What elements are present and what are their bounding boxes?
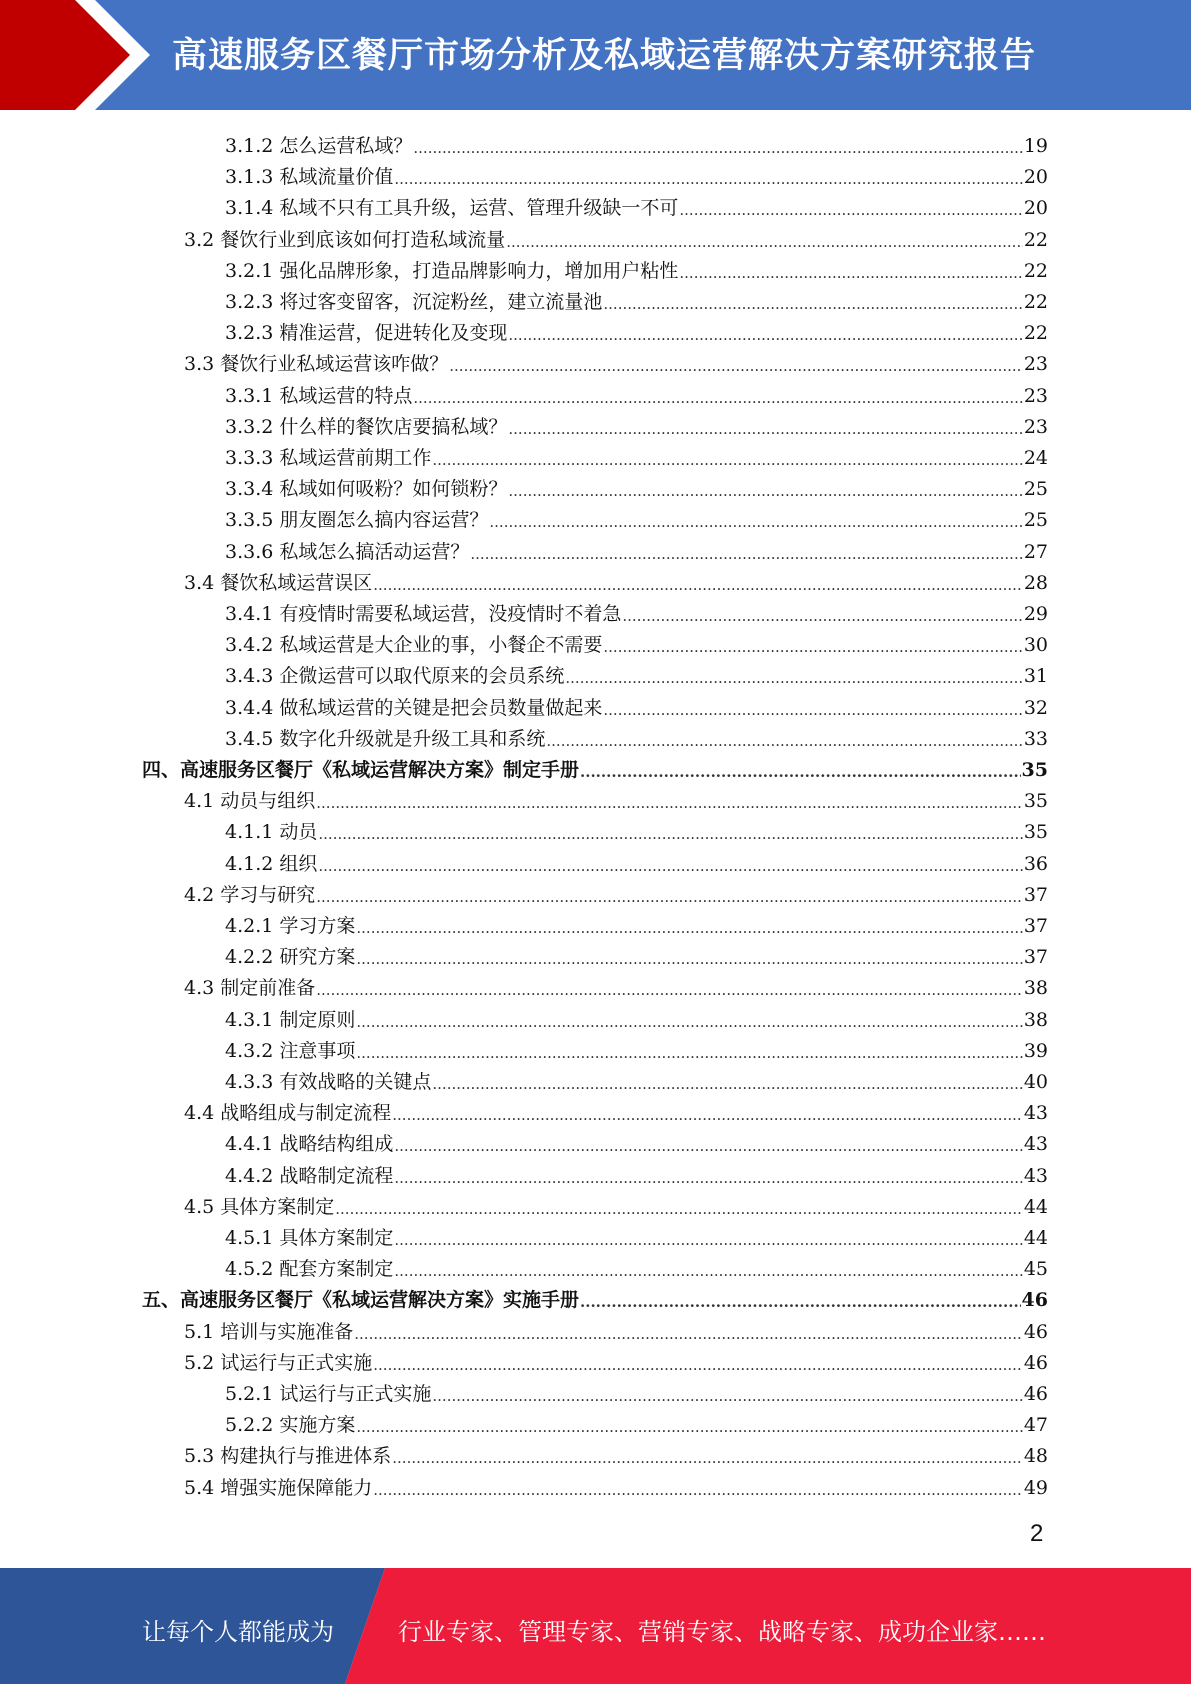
toc-entry-page: 23 xyxy=(1023,415,1048,438)
footer-slogan-left: 让每个人都能成为 xyxy=(142,1618,334,1646)
toc-entry-page: 38 xyxy=(1023,977,1048,1000)
toc-entry-label: 5.4 增强实施保障能力 xyxy=(184,1476,373,1499)
toc-dot-leader xyxy=(546,731,1022,751)
toc-entry[interactable] xyxy=(184,1188,1048,1219)
toc-entry-label: 3.3.4 私域如何吸粉？如何锁粉？ xyxy=(225,478,508,501)
toc-entry-page: 37 xyxy=(1023,946,1048,969)
toc-entry-label: 4.1.2 组织 xyxy=(225,852,318,875)
toc-entry-page: 35 xyxy=(1021,759,1048,781)
toc-dot-leader xyxy=(565,668,1022,688)
toc-entry-page: 38 xyxy=(1023,1008,1048,1031)
toc-entry-page: 22 xyxy=(1023,291,1048,313)
toc-entry-page: 20 xyxy=(1023,166,1048,189)
toc-entry[interactable] xyxy=(184,876,1048,907)
toc-entry-label: 5.3 构建执行与推进体系 xyxy=(184,1445,392,1468)
toc-dot-leader xyxy=(356,1043,1022,1063)
toc-entry-page: 32 xyxy=(1023,696,1048,719)
toc-entry-label: 3.4.5 数字化升级就是升级工具和系统 xyxy=(225,727,546,750)
toc-entry[interactable] xyxy=(225,720,1048,751)
toc-entry-label: 3.3.2 什么样的餐饮店要搞私域？ xyxy=(225,415,508,438)
toc-entry[interactable] xyxy=(225,845,1048,876)
toc-entry[interactable] xyxy=(225,1063,1048,1094)
toc-dot-leader xyxy=(506,232,1023,252)
toc-entry[interactable] xyxy=(225,1001,1048,1032)
toc-entry-page: 46 xyxy=(1023,1351,1048,1374)
toc-entry[interactable] xyxy=(225,595,1048,626)
toc-entry[interactable] xyxy=(184,221,1048,252)
toc-entry-label: 3.4 餐饮私域运营误区 xyxy=(184,571,373,594)
toc-entry-page: 31 xyxy=(1023,665,1048,688)
toc-dot-leader xyxy=(392,1448,1023,1468)
toc-entry-page: 46 xyxy=(1023,1320,1048,1343)
toc-entry-label: 四、高速服务区餐厅《私域运营解决方案》制定手册 xyxy=(142,759,580,781)
toc-entry[interactable] xyxy=(184,564,1048,595)
toc-dot-leader xyxy=(335,1199,1023,1219)
toc-dot-leader xyxy=(394,1230,1022,1250)
toc-dot-leader xyxy=(316,887,1023,907)
toc-entry-label: 3.4.2 私域运营是大企业的事，小餐企不需要 xyxy=(225,634,603,657)
toc-entry[interactable] xyxy=(184,969,1048,1000)
toc-dot-leader xyxy=(373,575,1023,595)
toc-entry-page: 28 xyxy=(1023,571,1048,594)
toc-dot-leader xyxy=(318,824,1022,844)
toc-dot-leader xyxy=(356,918,1022,938)
toc-entry-page: 49 xyxy=(1023,1476,1048,1499)
toc-entry-page: 44 xyxy=(1023,1195,1048,1218)
toc-entry[interactable] xyxy=(225,252,1048,283)
toc-dot-leader xyxy=(580,1292,1021,1312)
toc-entry-page: 23 xyxy=(1023,384,1048,407)
toc-entry[interactable] xyxy=(225,470,1048,501)
toc-dot-leader xyxy=(356,949,1022,969)
footer-slogan-right: 行业专家、管理专家、营销专家、战略专家、成功企业家…… xyxy=(398,1618,1046,1646)
toc-entry-page: 29 xyxy=(1023,603,1048,625)
toc-entry-label: 五、高速服务区餐厅《私域运营解决方案》实施手册 xyxy=(142,1289,580,1312)
toc-entry-page: 35 xyxy=(1023,821,1048,844)
toc-dot-leader xyxy=(603,637,1022,657)
toc-entry[interactable] xyxy=(225,408,1048,439)
toc-entry[interactable] xyxy=(225,938,1048,969)
toc-entry-label: 4.2.2 研究方案 xyxy=(225,946,356,969)
toc-entry-page: 36 xyxy=(1023,852,1048,875)
toc-entry-page: 25 xyxy=(1023,478,1048,501)
toc-entry[interactable] xyxy=(225,813,1048,844)
toc-entry-label: 3.1.3 私域流量价值 xyxy=(225,166,394,189)
toc-entry[interactable] xyxy=(142,751,1048,782)
toc-dot-leader xyxy=(489,512,1022,532)
toc-dot-leader xyxy=(470,544,1022,564)
toc-dot-leader xyxy=(354,1324,1023,1344)
toc-entry-label: 4.1.1 动员 xyxy=(225,821,318,844)
toc-entry-page: 45 xyxy=(1023,1258,1048,1281)
page-footer xyxy=(0,1568,1191,1684)
toc-entry-label: 4.5.2 配套方案制定 xyxy=(225,1258,394,1281)
toc-dot-leader xyxy=(603,294,1022,314)
toc-entry-label: 3.1.4 私域不只有工具升级，运营、管理升级缺一不可 xyxy=(225,197,679,220)
toc-dot-leader xyxy=(508,481,1022,501)
toc-entry-label: 4.2.1 学习方案 xyxy=(225,915,356,937)
toc-entry[interactable] xyxy=(225,657,1048,688)
toc-entry-page: 39 xyxy=(1023,1039,1048,1062)
toc-entry-label: 3.4.3 企微运营可以取代原来的会员系统 xyxy=(225,665,565,688)
toc-dot-leader xyxy=(679,263,1022,283)
toc-dot-leader xyxy=(413,388,1022,408)
toc-dot-leader xyxy=(580,762,1021,782)
toc-dot-leader xyxy=(413,138,1022,158)
toc-entry[interactable] xyxy=(225,439,1048,470)
toc-dot-leader xyxy=(432,1074,1022,1094)
toc-entry-label: 3.2.3 将过客变留客，沉淀粉丝，建立流量池 xyxy=(225,291,603,313)
toc-entry[interactable] xyxy=(225,1157,1048,1188)
toc-entry[interactable] xyxy=(184,1344,1048,1375)
toc-entry-label: 5.1 培训与实施准备 xyxy=(184,1320,354,1343)
toc-entry-label: 3.1.2 怎么运营私域？ xyxy=(225,135,413,157)
toc-dot-leader xyxy=(373,1480,1023,1500)
toc-dot-leader xyxy=(622,606,1022,626)
toc-entry[interactable] xyxy=(184,1437,1048,1468)
toc-entry[interactable] xyxy=(184,782,1048,813)
toc-entry-label: 5.2 试运行与正式实施 xyxy=(184,1351,373,1374)
toc-entry-label: 4.3.1 制定原则 xyxy=(225,1008,356,1031)
toc-entry-label: 4.5.1 具体方案制定 xyxy=(225,1227,394,1249)
toc-entry-page: 47 xyxy=(1023,1414,1048,1437)
toc-entry-label: 5.2.1 试运行与正式实施 xyxy=(225,1383,432,1405)
toc-entry-label: 3.3.3 私域运营前期工作 xyxy=(225,447,432,469)
toc-entry-page: 43 xyxy=(1023,1164,1048,1187)
toc-dot-leader xyxy=(356,1012,1022,1032)
toc-entry[interactable] xyxy=(225,907,1048,938)
toc-dot-leader xyxy=(316,980,1023,1000)
toc-dot-leader xyxy=(449,356,1023,376)
toc-entry-page: 37 xyxy=(1023,915,1048,937)
toc-entry[interactable] xyxy=(225,1375,1048,1406)
toc-entry[interactable] xyxy=(225,314,1048,345)
toc-entry-label: 3.3.5 朋友圈怎么搞内容运营？ xyxy=(225,509,489,532)
toc-entry-page: 43 xyxy=(1023,1102,1048,1125)
toc-entry-page: 23 xyxy=(1023,353,1048,376)
toc-entry-label: 5.2.2 实施方案 xyxy=(225,1414,356,1437)
toc-entry-label: 4.1 动员与组织 xyxy=(184,790,316,813)
toc-entry[interactable] xyxy=(184,1313,1048,1344)
toc-entry[interactable] xyxy=(225,501,1048,532)
toc-entry[interactable] xyxy=(184,1469,1048,1500)
toc-entry[interactable] xyxy=(225,283,1048,314)
toc-entry-page: 35 xyxy=(1023,790,1048,813)
toc-entry-page: 19 xyxy=(1023,135,1048,157)
toc-entry-label: 4.3 制定前准备 xyxy=(184,977,316,1000)
toc-entry[interactable] xyxy=(225,1219,1048,1250)
toc-entry[interactable] xyxy=(225,377,1048,408)
toc-dot-leader xyxy=(679,200,1022,220)
toc-entry-page: 22 xyxy=(1023,322,1048,345)
toc-entry-page: 43 xyxy=(1023,1133,1048,1156)
toc-entry[interactable] xyxy=(225,1032,1048,1063)
page-number: 2 xyxy=(1030,1520,1044,1547)
toc-dot-leader xyxy=(432,1386,1022,1406)
toc-entry-page: 46 xyxy=(1021,1289,1048,1312)
toc-dot-leader xyxy=(373,1355,1023,1375)
toc-entry-page: 48 xyxy=(1023,1445,1048,1468)
toc-entry-page: 30 xyxy=(1023,634,1048,657)
toc-entry[interactable] xyxy=(225,1125,1048,1156)
toc-entry-label: 4.4.1 战略结构组成 xyxy=(225,1133,394,1156)
toc-entry[interactable] xyxy=(225,1250,1048,1281)
toc-dot-leader xyxy=(603,700,1022,720)
toc-entry[interactable] xyxy=(225,189,1048,220)
toc-entry-page: 20 xyxy=(1023,197,1048,220)
toc-entry-label: 3.3.6 私域怎么搞活动运营？ xyxy=(225,540,470,563)
toc-entry-page: 40 xyxy=(1023,1071,1048,1093)
toc-entry-page: 27 xyxy=(1023,540,1048,563)
toc-dot-leader xyxy=(356,1417,1022,1437)
toc-entry-page: 46 xyxy=(1023,1383,1048,1405)
toc-entry-label: 4.4.2 战略制定流程 xyxy=(225,1164,394,1187)
toc-entry-label: 3.3 餐饮行业私域运营该咋做？ xyxy=(184,353,449,376)
toc-entry[interactable] xyxy=(225,533,1048,564)
toc-entry-page: 37 xyxy=(1023,883,1048,906)
page-header xyxy=(0,0,1191,110)
toc-entry[interactable] xyxy=(225,689,1048,720)
toc-entry[interactable] xyxy=(225,127,1048,158)
toc-entry-label: 4.2 学习与研究 xyxy=(184,883,316,906)
toc-entry-label: 3.2.1 强化品牌形象，打造品牌影响力，增加用户粘性 xyxy=(225,259,679,282)
toc-dot-leader xyxy=(508,325,1022,345)
toc-dot-leader xyxy=(432,450,1022,470)
toc-dot-leader xyxy=(394,169,1022,189)
toc-entry-label: 4.3.2 注意事项 xyxy=(225,1039,356,1062)
toc-entry-label: 3.2 餐饮行业到底该如何打造私域流量 xyxy=(184,228,506,251)
toc-entry[interactable] xyxy=(184,345,1048,376)
toc-entry[interactable] xyxy=(142,1281,1048,1312)
toc-dot-leader xyxy=(394,1261,1022,1281)
toc-entry-label: 3.2.3 精准运营，促进转化及变现 xyxy=(225,322,508,345)
toc-entry-page: 25 xyxy=(1023,509,1048,532)
toc-entry-page: 22 xyxy=(1023,259,1048,282)
toc-dot-leader xyxy=(318,856,1022,876)
toc-entry[interactable] xyxy=(225,626,1048,657)
toc-entry-label: 4.3.3 有效战略的关键点 xyxy=(225,1071,432,1093)
toc-entry-label: 4.4 战略组成与制定流程 xyxy=(184,1102,392,1125)
toc-entry-page: 33 xyxy=(1023,727,1048,750)
toc-entry-page: 22 xyxy=(1023,228,1048,251)
toc-entry[interactable] xyxy=(225,158,1048,189)
toc-dot-leader xyxy=(392,1105,1023,1125)
toc-entry-page: 44 xyxy=(1023,1227,1048,1249)
toc-dot-leader xyxy=(394,1136,1022,1156)
toc-entry-label: 3.3.1 私域运营的特点 xyxy=(225,384,413,407)
toc-entry[interactable] xyxy=(184,1094,1048,1125)
toc-entry-label: 3.4.4 做私域运营的关键是把会员数量做起来 xyxy=(225,696,603,719)
toc-entry-label: 3.4.1 有疫情时需要私域运营，没疫情时不着急 xyxy=(225,603,622,625)
toc-entry[interactable] xyxy=(225,1406,1048,1437)
report-title: 高速服务区餐厅市场分析及私域运营解决方案研究报告 xyxy=(172,36,1037,76)
toc-entry-label: 4.5 具体方案制定 xyxy=(184,1195,335,1218)
toc-entry-page: 24 xyxy=(1023,447,1048,469)
toc-dot-leader xyxy=(316,793,1023,813)
toc-dot-leader xyxy=(394,1168,1022,1188)
toc-dot-leader xyxy=(508,419,1022,439)
